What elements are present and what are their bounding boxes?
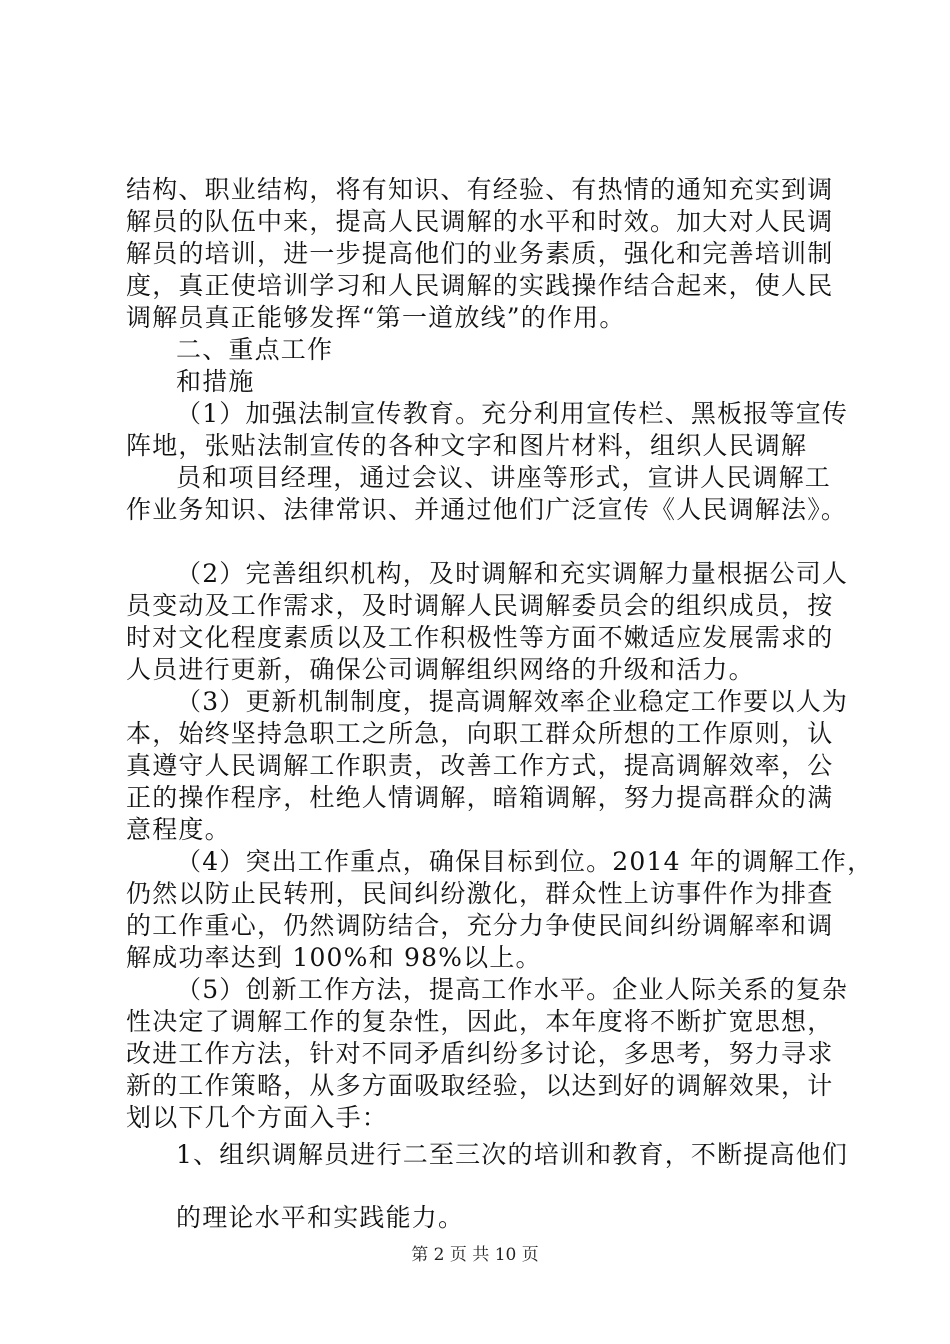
paragraph-line: 度，真正使培训学习和人民调解的实践操作结合起来，使人民 bbox=[126, 271, 834, 300]
paragraph-line: 的工作重心，仍然调防结合，充分力争使民间纠纷调解率和调 bbox=[126, 911, 834, 940]
paragraph-line: 性决定了调解工作的复杂性，因此，本年度将不断扩宽思想， bbox=[126, 1007, 834, 1036]
paragraph-line: 意程度。 bbox=[126, 815, 231, 844]
paragraph-line: 解成功率达到 100%和 98%以上。 bbox=[126, 943, 542, 972]
paragraph-line: （1）加强法制宣传教育。充分利用宣传栏、黑板报等宣传 bbox=[176, 399, 849, 428]
paragraph-line: 新的工作策略，从多方面吸取经验，以达到好的调解效果，计 bbox=[126, 1071, 834, 1100]
paragraph-line: 调解员真正能够发挥“第一道放线”的作用。 bbox=[126, 303, 626, 332]
paragraph-line: （2）完善组织机构，及时调解和充实调解力量根据公司人 bbox=[176, 559, 849, 588]
paragraph-line: 阵地，张贴法制宣传的各种文字和图片材料，组织人民调解 bbox=[126, 431, 808, 460]
page-footer: 第 2 页 共 10 页 bbox=[411, 1245, 539, 1265]
paragraph-line: 员和项目经理，通过会议、讲座等形式，宣讲人民调解工 bbox=[176, 463, 832, 492]
paragraph-line: 人员进行更新，确保公司调解组织网络的升级和活力。 bbox=[126, 655, 755, 684]
paragraph-line: （3）更新机制制度，提高调解效率企业稳定工作要以人为 bbox=[176, 687, 849, 716]
paragraph-line: （5）创新工作方法，提高工作水平。企业人际关系的复杂 bbox=[176, 975, 849, 1004]
paragraph-line: （4）突出工作重点，确保目标到位。2014 年的调解工作， bbox=[176, 847, 874, 876]
paragraph-line: 划以下几个方面入手： bbox=[126, 1103, 389, 1132]
paragraph-line: 正的操作程序，杜绝人情调解，暗箱调解，努力提高群众的满 bbox=[126, 783, 834, 812]
section-heading: 二、重点工作 bbox=[176, 335, 334, 364]
paragraph-line: 结构、职业结构，将有知识、有经验、有热情的通知充实到调 bbox=[126, 175, 834, 204]
paragraph-line: 解员的队伍中来，提高人民调解的水平和时效。加大对人民调 bbox=[126, 207, 834, 236]
paragraph-line: 作业务知识、法律常识、并通过他们广泛宣传《人民调解法》。 bbox=[126, 495, 848, 524]
section-heading-continued: 和措施 bbox=[176, 367, 255, 396]
paragraph-line: 真遵守人民调解工作职责，改善工作方式，提高调解效率，公 bbox=[126, 751, 834, 780]
paragraph-line: 改进工作方法，针对不同矛盾纠纷多讨论，多思考，努力寻求 bbox=[126, 1039, 834, 1068]
list-item-continued: 的理论水平和实践能力。 bbox=[176, 1203, 465, 1232]
paragraph-line: 员变动及工作需求，及时调解人民调解委员会的组织成员，按 bbox=[126, 591, 834, 620]
list-item: 1、组织调解员进行二至三次的培训和教育，不断提高他们 bbox=[176, 1140, 849, 1169]
paragraph-line: 解员的培训，进一步提高他们的业务素质，强化和完善培训制 bbox=[126, 239, 834, 268]
paragraph-line: 本，始终坚持急职工之所急，向职工群众所想的工作原则，认 bbox=[126, 719, 834, 748]
paragraph-line: 时对文化程度素质以及工作积极性等方面不嫩适应发展需求的 bbox=[126, 623, 834, 652]
paragraph-line: 仍然以防止民转刑，民间纠纷激化，群众性上访事件作为排查 bbox=[126, 879, 834, 908]
